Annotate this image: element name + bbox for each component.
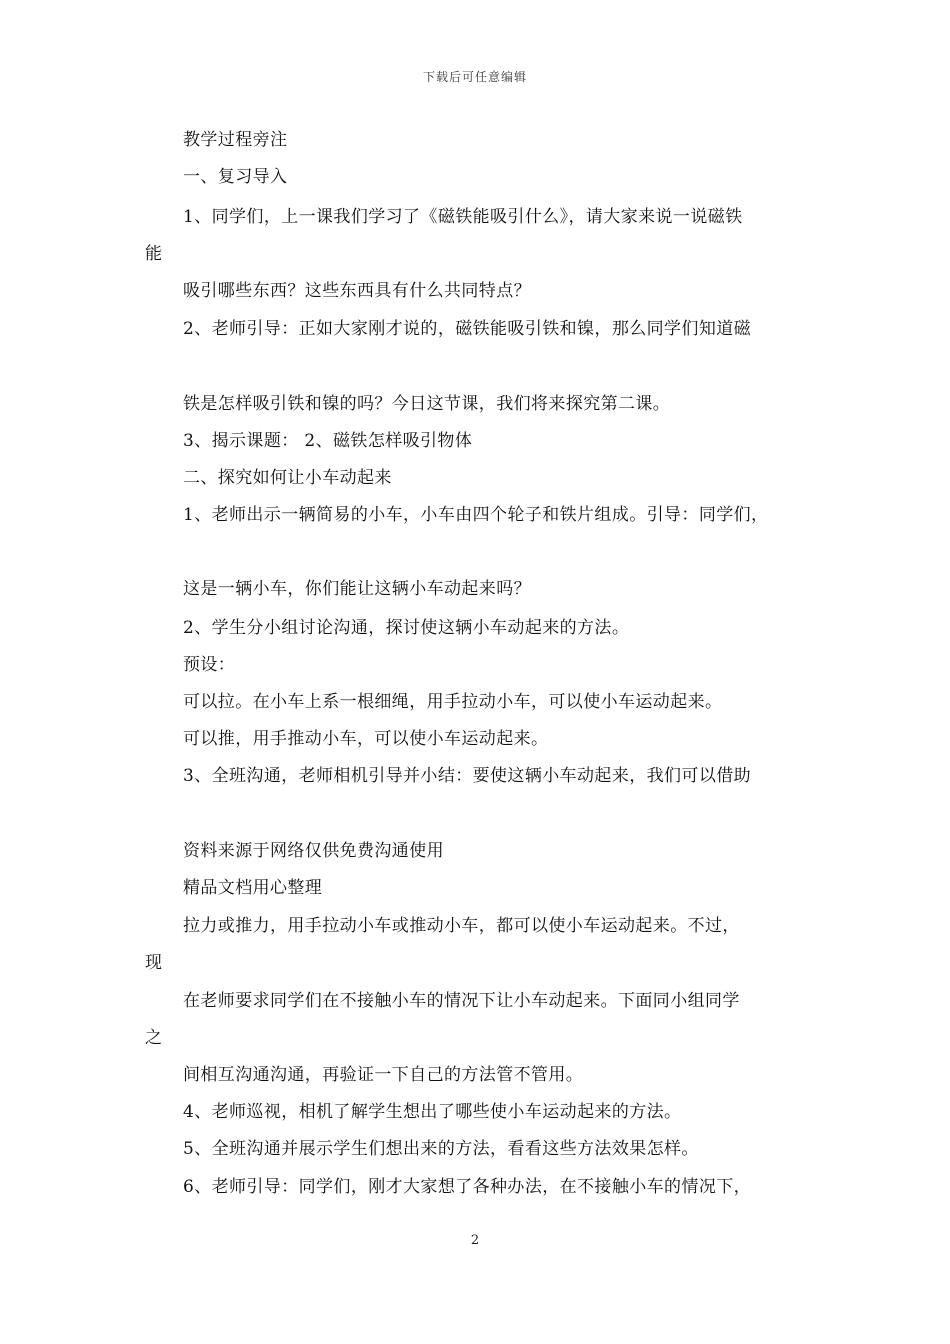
text-line: 2、学生分小组讨论沟通，探讨使这辆小车动起来的方法。 (183, 618, 630, 638)
text-line: 拉力或推力，用手拉动小车或推动小车，都可以使小车运动起来。不过， (183, 916, 740, 936)
text-line: 5、全班沟通并展示学生们想出来的方法，看看这些方法效果怎样。 (183, 1139, 699, 1159)
text-line: 这是一辆小车，你们能让这辆小车动起来吗？ (183, 579, 531, 599)
text-line: 能 (145, 244, 163, 264)
text-line: 4、老师巡视，相机了解学生想出了哪些使小车运动起来的方法。 (183, 1102, 682, 1122)
text-line: 在老师要求同学们在不接触小车的情况下让小车动起来。下面同小组同学 (183, 991, 740, 1011)
text-line: 之 (145, 1028, 163, 1048)
text-line: 铁是怎样吸引铁和镍的吗？今日这节课，我们将来探究第二课。 (183, 394, 671, 414)
text-line: 可以推，用手推动小车，可以使小车运动起来。 (183, 729, 549, 749)
page-header: 下载后可任意编辑 (422, 70, 527, 84)
text-line: 吸引哪些东西？这些东西具有什么共同特点？ (183, 281, 531, 301)
text-line: 2、老师引导：正如大家刚才说的，磁铁能吸引铁和镍，那么同学们知道磁 (183, 319, 752, 339)
text-line: 3、揭示课题： 2、磁铁怎样吸引物体 (183, 431, 473, 451)
text-line: 资料来源于网络仅供免费沟通使用 (183, 841, 444, 861)
text-line: 3、全班沟通，老师相机引导并小结：要使这辆小车动起来，我们可以借助 (183, 766, 752, 786)
text-line: 间相互沟通沟通，再验证一下自己的方法管不管用。 (183, 1065, 584, 1085)
text-line: 现 (145, 953, 163, 973)
text-line: 精品文档用心整理 (183, 878, 323, 898)
text-line: 二、探究如何让小车动起来 (183, 468, 392, 488)
text-line: 预设： (183, 655, 236, 675)
text-line: 可以拉。在小车上系一根细绳，用手拉动小车，可以使小车运动起来。 (183, 692, 723, 712)
text-line: 一、复习导入 (183, 167, 288, 187)
page-number: 2 (470, 1233, 480, 1248)
text-line: 1、老师出示一辆简易的小车，小车由四个轮子和铁片组成。引导：同学们， (183, 505, 769, 525)
text-line: 1、同学们，上一课我们学习了《磁铁能吸引什么》，请大家来说一说磁铁 (183, 207, 743, 227)
text-line: 6、老师引导：同学们，刚才大家想了各种办法，在不接触小车的情况下， (183, 1177, 752, 1197)
text-line: 教学过程旁注 (183, 130, 288, 150)
